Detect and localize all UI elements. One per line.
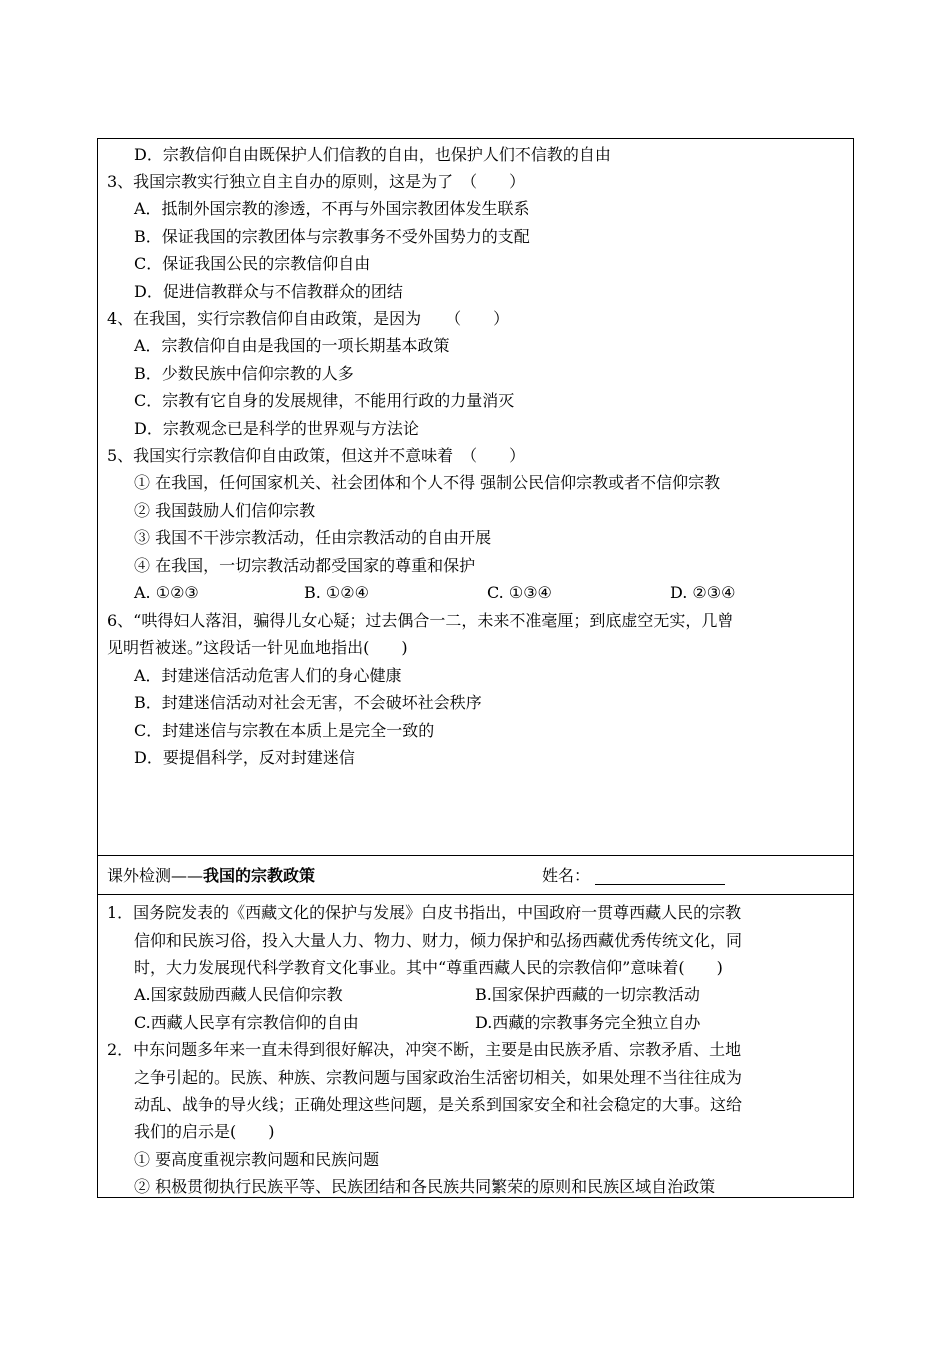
q2-statement-1: ① 要高度重视宗教问题和民族问题 (134, 1150, 380, 1169)
section-header (97, 855, 854, 895)
q5-statement-3: ③ 我国不干涉宗教活动，任由宗教活动的自由开展 (134, 528, 492, 547)
q6-option-b: B．封建迷信活动对社会无害，不会破坏社会秩序 (134, 693, 482, 712)
q1-stem-line-3: 时，大力发展现代科学教育文化事业。其中“尊重西藏人民的宗教信仰”意味着( ) (134, 958, 723, 977)
question-box-1 (97, 138, 854, 856)
q1-option-c: C.西藏人民享有宗教信仰的自由 (134, 1013, 359, 1032)
q5-statement-4: ④ 在我国，一切宗教活动都受国家的尊重和保护 (134, 556, 476, 575)
section-prefix: 课外检测—— (107, 866, 204, 885)
name-label: 姓名： (542, 866, 591, 885)
q1-stem-line-2: 信仰和民族习俗，投入大量人力、物力、财力，倾力保护和弘扬西藏优秀传统文化，同 (134, 931, 743, 950)
q5-statement-1: ① 在我国，任何国家机关、社会团体和个人不得 强制公民信仰宗教或者不信仰宗教 (134, 473, 721, 492)
q4-option-d: D．宗教观念已是科学的世界观与方法论 (134, 419, 419, 438)
q2-stem-line-1: 2．中东问题多年来一直未得到很好解决，冲突不断，主要是由民族矛盾、宗教矛盾、土地 (107, 1040, 742, 1059)
q3-option-a: A．抵制外国宗教的渗透，不再与外国宗教团体发生联系 (134, 199, 530, 218)
q6-option-a: A．封建迷信活动危害人们的身心健康 (134, 666, 402, 685)
q5-option-d: D. ②③④ (670, 583, 736, 602)
q6-stem-line-1: 6、“哄得妇人落泪，骗得儿女心疑；过去偶合一二，未来不准毫厘；到底虚空无实，几曾 (107, 611, 734, 630)
q2-stem-line-2: 之争引起的。民族、种族、宗教问题与国家政治生活密切相关，如果处理不当往往成为 (134, 1068, 743, 1087)
question-box-2 (97, 894, 854, 1198)
q2-stem-line-4: 我们的启示是( ) (134, 1122, 275, 1141)
q2-stem-line-3: 动乱、战争的导火线；正确处理这些问题，是关系到国家安全和社会稳定的大事。这给 (134, 1095, 743, 1114)
section-title (107, 866, 315, 886)
section-topic: 我国的宗教政策 (203, 866, 316, 885)
name-input-line[interactable] (595, 884, 725, 885)
q3-option-b: B．保证我国的宗教团体与宗教事务不受外国势力的支配 (134, 227, 530, 246)
q5-option-a: A. ①②③ (134, 583, 199, 602)
q2-statement-2: ② 积极贯彻执行民族平等、民族团结和各民族共同繁荣的原则和民族区域自治政策 (134, 1177, 716, 1196)
q5-statement-2: ② 我国鼓励人们信仰宗教 (134, 501, 316, 520)
q4-option-b: B．少数民族中信仰宗教的人多 (134, 364, 354, 383)
q3-option-d: D．促进信教群众与不信教群众的团结 (134, 282, 403, 301)
q6-option-d: D．要提倡科学，反对封建迷信 (134, 748, 355, 767)
q4-option-c: C．宗教有它自身的发展规律，不能用行政的力量消灭 (134, 391, 515, 410)
q3-option-c: C．保证我国公民的宗教信仰自由 (134, 254, 371, 273)
q5-stem: 5、我国实行宗教信仰自由政策，但这并不意味着 （ ） (107, 446, 526, 465)
q4-stem: 4、在我国，实行宗教信仰自由政策，是因为 （ ） (107, 309, 510, 328)
q1-stem-line-1: 1．国务院发表的《西藏文化的保护与发展》白皮书指出，中国政府一贯尊西藏人民的宗教 (107, 903, 742, 922)
q3-stem: 3、我国宗教实行独立自主自办的原则，这是为了 （ ） (107, 172, 526, 191)
q2-option-d: D．宗教信仰自由既保护人们信教的自由，也保护人们不信教的自由 (134, 145, 611, 164)
q1-option-b: B.国家保护西藏的一切宗教活动 (475, 985, 700, 1004)
q5-option-c: C. ①③④ (487, 583, 552, 602)
q4-option-a: A．宗教信仰自由是我国的一项长期基本政策 (134, 336, 450, 355)
q1-option-d: D.西藏的宗教事务完全独立自办 (475, 1013, 701, 1032)
q6-stem-line-2: 见明哲被迷。”这段话一针见血地指出( ) (107, 638, 408, 657)
q6-option-c: C．封建迷信与宗教在本质上是完全一致的 (134, 721, 435, 740)
q5-option-b: B. ①②④ (304, 583, 369, 602)
q1-option-a: A.国家鼓励西藏人民信仰宗教 (134, 985, 343, 1004)
